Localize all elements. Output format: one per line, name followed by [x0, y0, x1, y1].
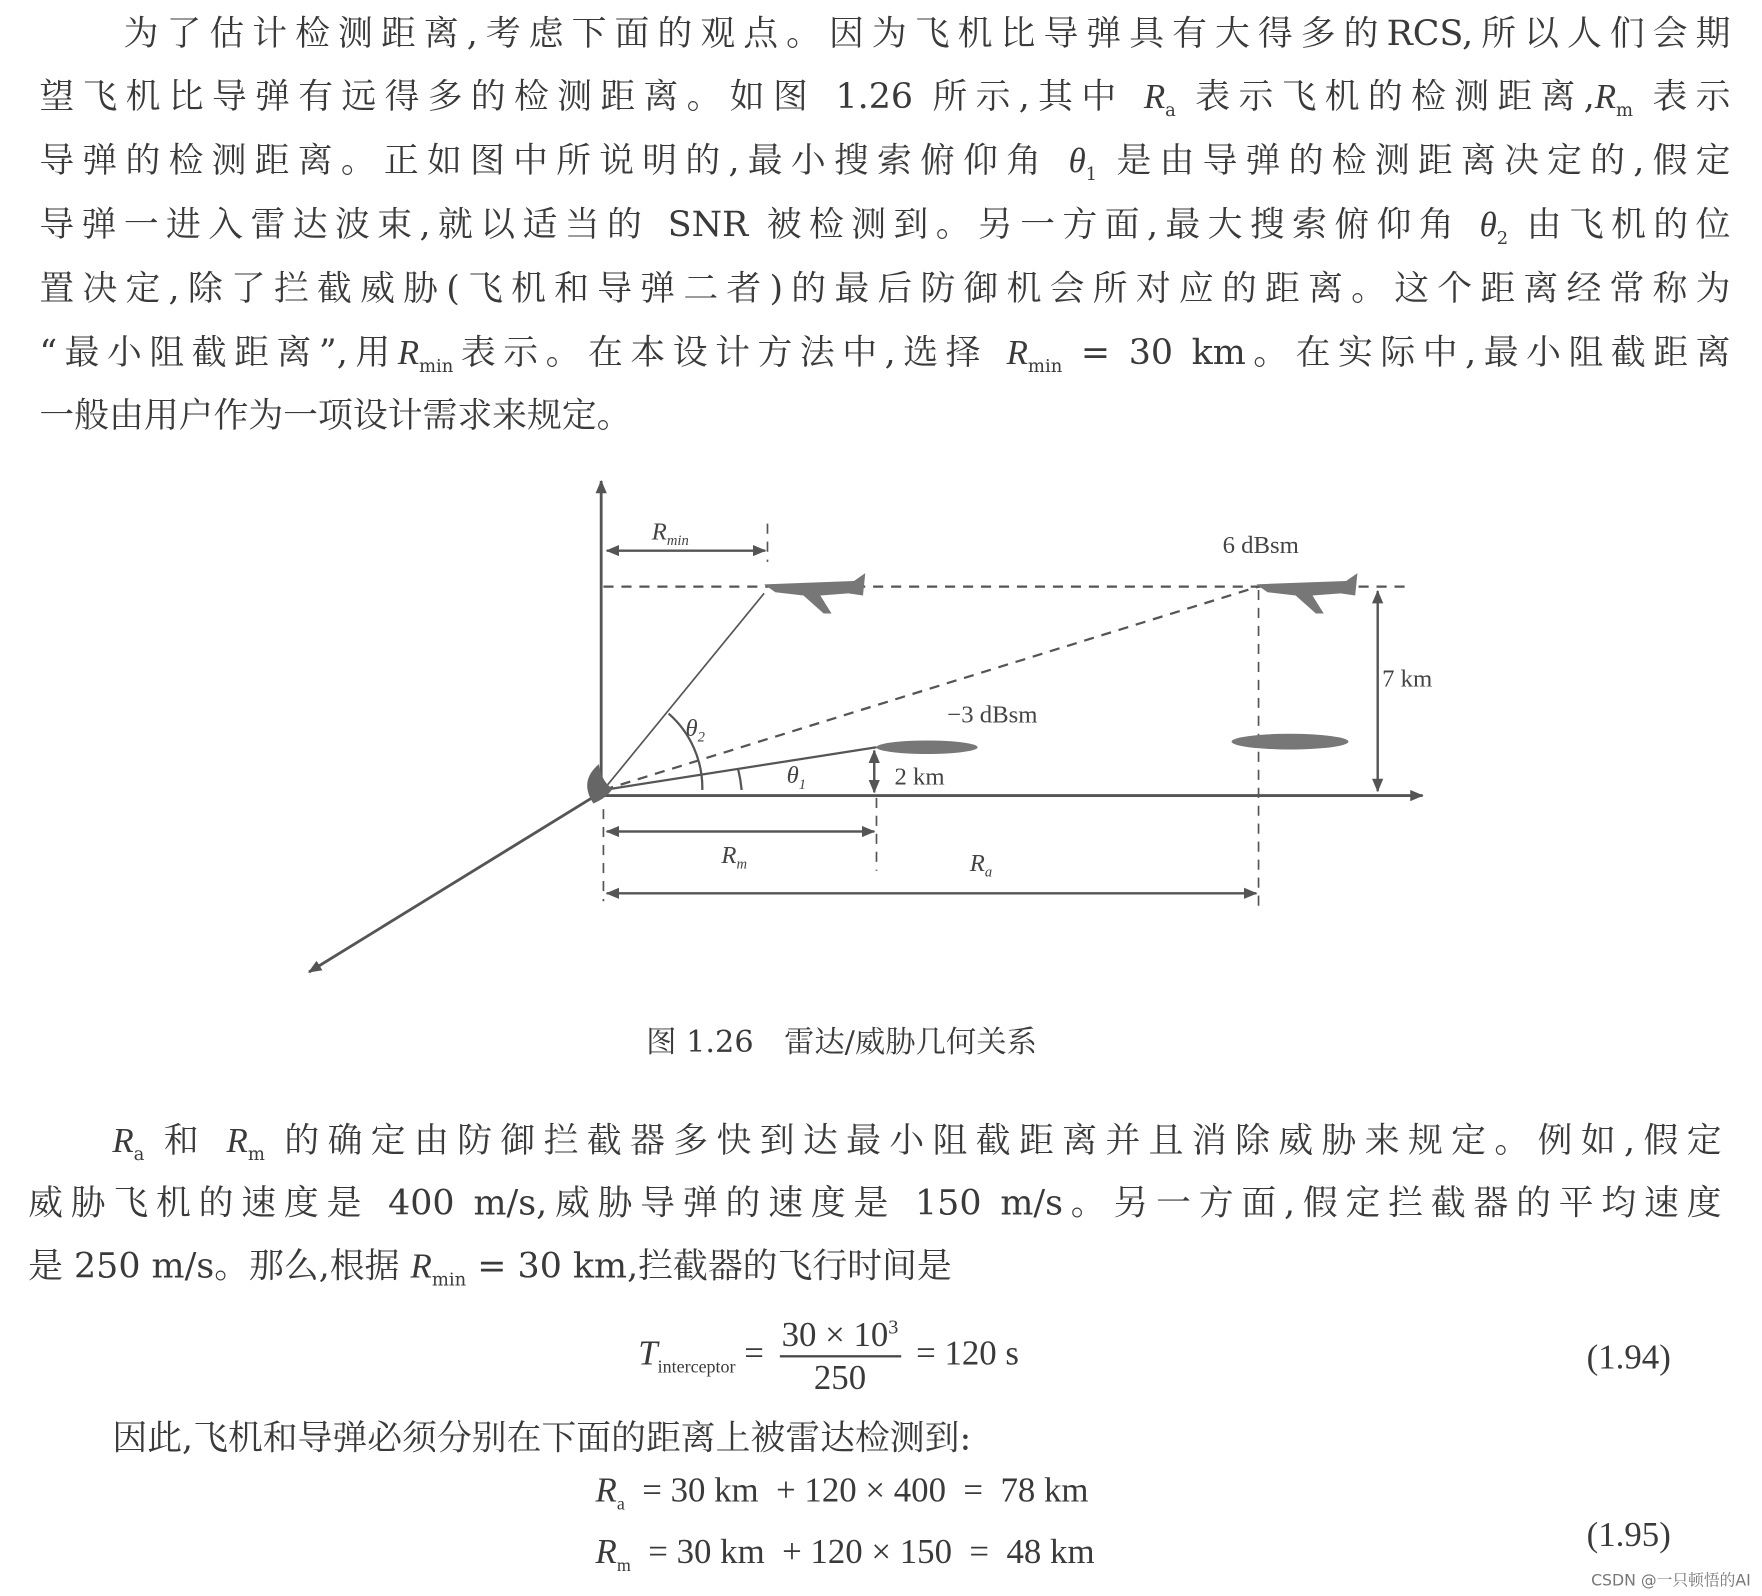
- para1-line2: 望飞机比导弹有远得多的检测距离。如图 1.26 所示,其中 $R_a$ 表示飞机的检测距离$,R_m$ 表示: [39, 76, 1731, 121]
- para2-line3: 是 250 m/s。那么,根据 $R_{min} = 30$ km,拦截器的飞行时间是: [28, 1246, 952, 1291]
- para2-line1: $R_a$ 和 $R_m$ 的确定由防御拦截器多快到达最小阻截距离并且消除威胁来规定。例如,假定: [112, 1120, 1722, 1165]
- theta1-arc: [738, 770, 741, 790]
- equation-number-1-94: (1.94): [1586, 1337, 1671, 1377]
- 7km-label: 7 km: [1382, 665, 1433, 693]
- radar-threat-geometry-figure: [0, 449, 1762, 1011]
- para1-line4: 导弹一进入雷达波束,就以适当的 SNR 被检测到。另一方面,最大搜索俯仰角 $\theta_2$ 由飞机的位: [39, 204, 1731, 249]
- aircraft-los-line: [603, 587, 1258, 790]
- aircraft-far-icon: [1256, 573, 1357, 613]
- para1-line1: 为了估计检测距离,考虑下面的观点。因为飞机比导弹具有大得多的RCS,所以人们会期: [123, 13, 1731, 54]
- missile-near-icon: [876, 741, 977, 754]
- theta2-label: $\theta_2$: [685, 715, 705, 746]
- depth-axis: [309, 792, 601, 972]
- para1-line7: 一般由用户作为一项设计需求来规定。: [39, 395, 632, 436]
- rmin-label: $R_{min}$: [651, 518, 689, 549]
- rm-label: $R_m$: [721, 842, 748, 873]
- watermark: CSDN @一只顿悟的AI: [1591, 1572, 1751, 1591]
- aircraft-near-icon: [764, 573, 865, 613]
- para1-line3: 导弹的检测距离。正如图中所说明的,最小搜索俯仰角 $\theta_1$ 是由导弹的检测距离决定的,假定: [39, 140, 1731, 185]
- para2-line2: 威胁飞机的速度是 400 m/s,威胁导弹的速度是 150 m/s。另一方面,假定拦截器的平均速度: [28, 1183, 1722, 1224]
- equation-number-1-95: (1.95): [1586, 1514, 1671, 1555]
- aircraft-rcs-label: 6 dBsm: [1222, 531, 1299, 559]
- theta2-ray: [603, 593, 764, 790]
- equation-1-94: $T_{interceptor}$ = $\frac{30 \times 10^3}{250}$ = 120 s: [638, 1314, 1019, 1397]
- missile-rcs-label: −3 dBsm: [947, 701, 1038, 729]
- ra-label: $R_a$: [969, 849, 993, 881]
- missile-far-icon: [1232, 734, 1349, 750]
- para1-line5: 置决定,除了拦截威胁(飞机和导弹二者)的最后防御机会所对应的距离。这个距离经常称为: [39, 268, 1731, 310]
- para3: 因此,飞机和导弹必须分别在下面的距离上被雷达检测到:: [112, 1418, 972, 1459]
- figure-caption: 图 1.26 雷达/威胁几何关系: [646, 1024, 1037, 1060]
- equation-ra: $R_a = 30$ km + 120 × 400 = 78 km: [595, 1469, 1089, 1514]
- theta1-label: $\theta_1$: [786, 762, 807, 793]
- equation-rm: $R_m = 30$ km + 120 × 150 = 48 km: [595, 1531, 1095, 1576]
- para1-line6: “最小阻截距离”,用$R_{min}$表示。在本设计方法中,选择 $R_{min} = 30$ km。在实际中,最小阻截距离: [39, 332, 1731, 377]
- 2km-label: 2 km: [894, 763, 945, 791]
